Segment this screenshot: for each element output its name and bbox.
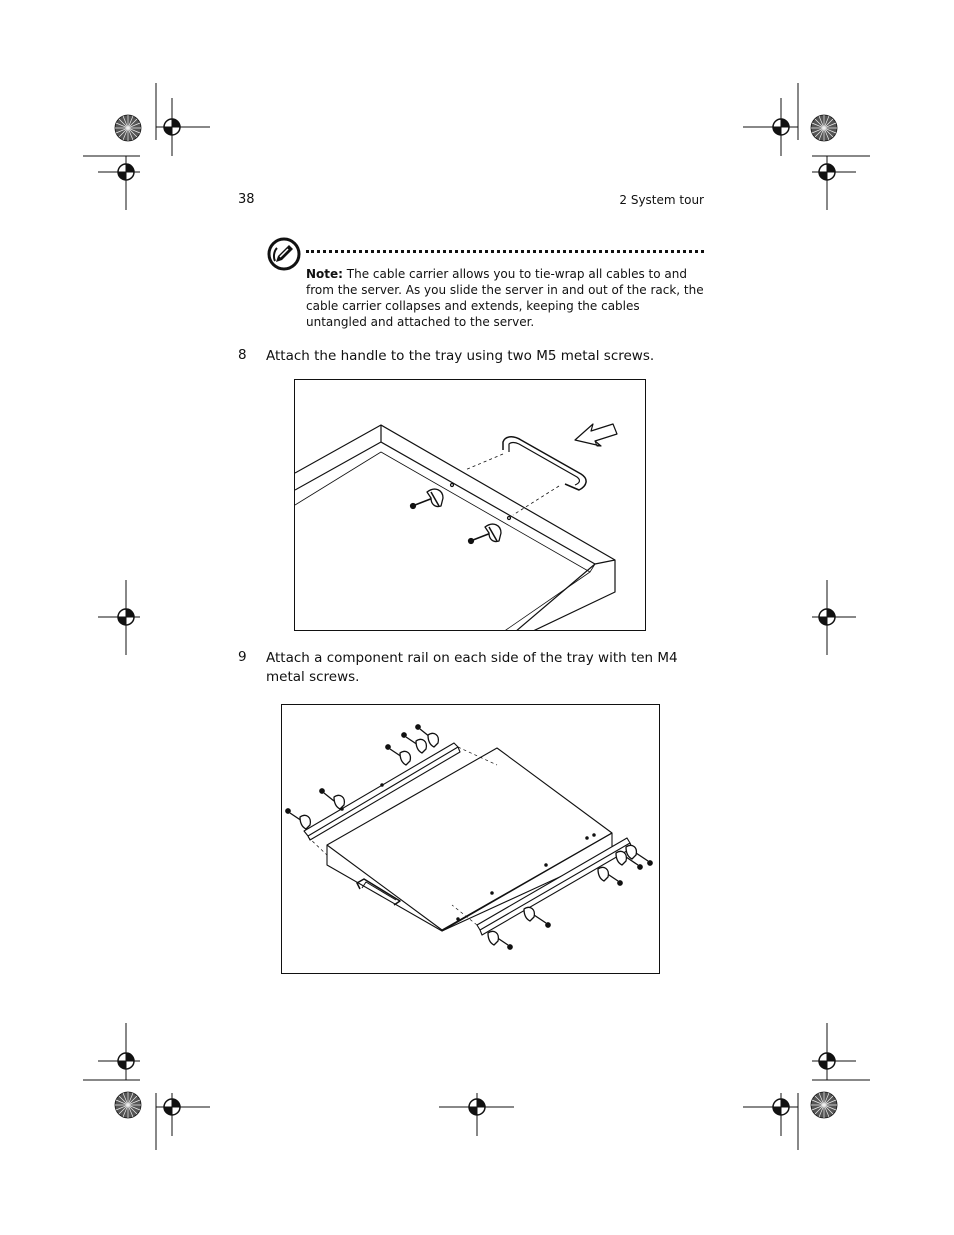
figure-handle-attach — [294, 379, 646, 631]
step-number: 8 — [238, 347, 247, 363]
figure-component-rails — [281, 704, 660, 974]
note-body: The cable carrier allows you to tie-wrap all cables to and from the server. As you slide the server in and out of the rack, the cable carrier collapses and extends, keeping the cables untangled and attached to the server. — [306, 267, 704, 329]
running-header: 2 System tour — [619, 193, 704, 207]
starburst-mark — [811, 115, 837, 141]
note-pen-icon — [267, 237, 301, 271]
note-text — [306, 266, 704, 330]
page-number: 38 — [238, 192, 255, 207]
step-number: 9 — [238, 649, 247, 665]
step-text: Attach the handle to the tray using two M5 metal screws. — [266, 348, 655, 364]
note-label: Note: — [306, 267, 343, 281]
note-divider — [306, 250, 704, 253]
step-text: Attach a component rail on each side of the tray with ten M4 metal screws. — [266, 650, 678, 685]
starburst-mark — [115, 115, 141, 141]
starburst-mark — [115, 1092, 141, 1118]
starburst-mark — [811, 1092, 837, 1118]
